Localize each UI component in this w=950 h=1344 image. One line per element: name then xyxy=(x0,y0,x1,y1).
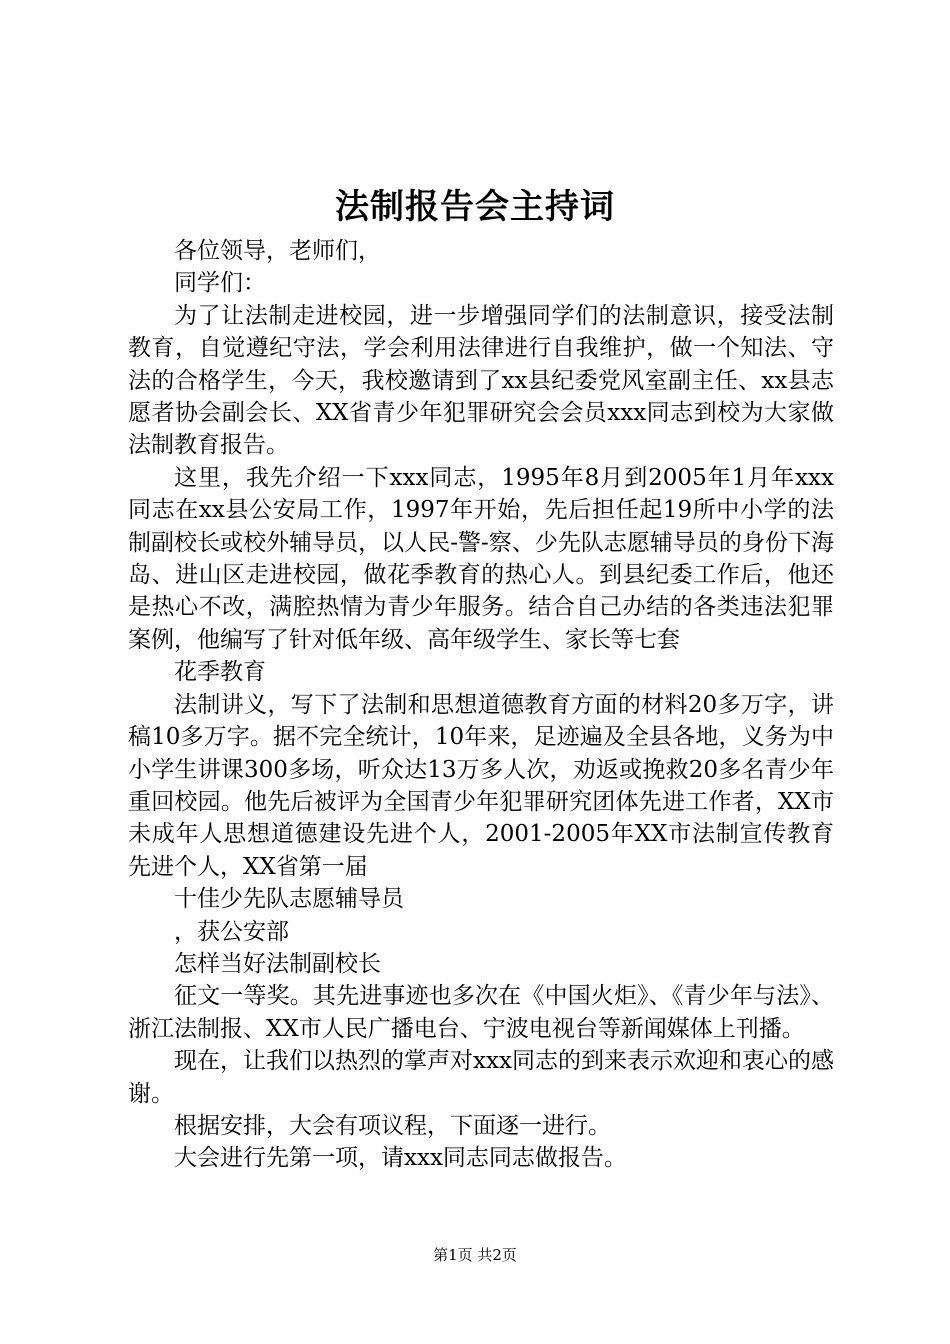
paragraph-speaker-background: 这里，我先介绍一下xxx同志，1995年8月到2005年1月年xxx同志在xx县公安局工作，1997年开始，先后担任起19所中小学的法制副校长或校外辅导员，以人民-警-察、少先队志愿辅导员的身份下海岛、进山区走进校园，做花季教育的热心人。到县纪委工作后，他还是热心不改，满腔热情为青少年服务。结合自己办结的各类违法犯罪案例，他编写了针对低年级、高年级学生、家长等七套 xyxy=(128,464,834,653)
paragraph-fragment-huaji: 花季教育 xyxy=(174,659,266,686)
paragraph-speaker-achievements: 法制讲义，写下了法制和思想道德教育方面的材料20多万字，讲稿10多万字。据不完全统计，10年来，足迹遍及全县各地，义务为中小学生讲课300多场，听众达13万多人次，劝返或挽救20多名青少年重回校园。他先后被评为全国青少年犯罪研究团体先进工作者，XX市未成年人思想道德建设先进个人，2001-2005年XX市法制宣传教育先进个人，XX省第一届 xyxy=(128,691,834,880)
document-body xyxy=(128,235,834,1175)
paragraph-greeting-leaders: 各位领导，老师们， xyxy=(174,238,381,264)
page-number-footer: 第1页 共2页 xyxy=(433,1246,517,1264)
paragraph-fragment-volunteer: 十佳少先队志愿辅导员 xyxy=(174,886,404,913)
paragraph-first-item: 大会进行先第一项，请xxx同志同志做报告。 xyxy=(174,1145,627,1172)
paragraph-fragment-award: ，获公安部 xyxy=(174,918,289,945)
paragraph-welcome: 现在，让我们以热烈的掌声对xxx同志的到来表示欢迎和衷心的感谢。 xyxy=(128,1048,834,1107)
paragraph-agenda: 根据安排，大会有项议程，下面逐一进行。 xyxy=(174,1112,611,1139)
paragraph-greeting-students: 同学们： xyxy=(174,270,266,297)
paragraph-fragment-essay: 怎样当好法制副校长 xyxy=(174,950,381,977)
document-title: 法制报告会主持词 xyxy=(335,187,615,227)
paragraph-introduction: 为了让法制走进校园，进一步增强同学们的法制意识，接受法制教育，自觉遵纪守法，学会利用法律进行自我维护，做一个知法、守法的合格学生，今天，我校邀请到了xx县纪委党风室副主任、xx县志愿者协会副会长、XX省青少年犯罪研究会会员xxx同志到校为大家做法制教育报告。 xyxy=(128,302,834,459)
paragraph-media-coverage: 征文一等奖。其先进事迹也多次在《中国火炬》、《青少年与法》、浙江法制报、XX市人民广播电台、宁波电视台等新闻媒体上刊播。 xyxy=(128,983,834,1042)
